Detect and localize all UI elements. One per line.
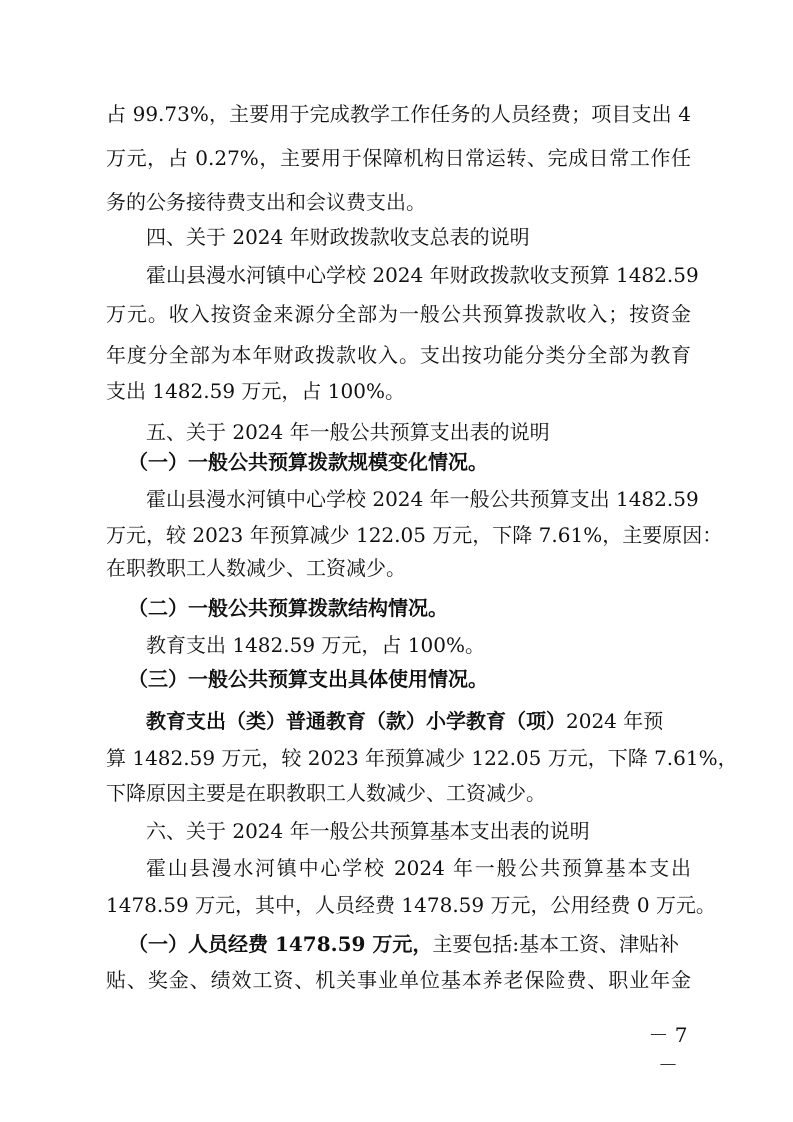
section-heading: 四、关于 2024 年财政拨款收支总表的说明 (146, 225, 530, 249)
body-line: 在职教职工人数减少、工资减少。 (106, 556, 406, 580)
subsection-heading: （一）一般公共预算拨款规模变化情况。 (128, 450, 488, 474)
page-number: － 7 － (648, 1023, 688, 1077)
body-line: 霍山县漫水河镇中心学校 2024 年一般公共预算支出 1482.59 (146, 487, 699, 511)
body-line: 支出 1482.59 万元，占 100%。 (106, 379, 405, 403)
body-text: 2024 年预 (566, 709, 664, 733)
body-line-group (146, 704, 691, 738)
body-line-group (128, 927, 691, 961)
body-line: 务的公务接待费支出和会议费支出。 (106, 190, 426, 214)
body-line: 算 1482.59 万元，较 2023 年预算减少 122.05 万元，下降 7.61%， (106, 746, 738, 770)
body-line: 霍山县漫水河镇中心学校 2024 年一般公共预算基本支出 (146, 856, 691, 880)
bold-lead-text: 教育支出（类）普通教育（款）小学教育（项） (146, 709, 566, 733)
body-line: 占 99.73%，主要用于完成教学工作任务的人员经费；项目支出 4 (106, 102, 691, 126)
body-line: 万元。收入按资金来源分全部为一般公共预算拨款收入；按资金 (106, 302, 691, 326)
body-line: 下降原因主要是在职教职工人数减少、工资减少。 (106, 781, 546, 805)
body-line: 贴、奖金、绩效工资、机关事业单位基本养老保险费、职业年金 (106, 968, 691, 992)
subsection-heading: （三）一般公共预算支出具体使用情况。 (128, 667, 488, 691)
body-line: 教育支出 1482.59 万元，占 100%。 (146, 633, 485, 657)
body-line: 霍山县漫水河镇中心学校 2024 年财政拨款收支预算 1482.59 (146, 263, 699, 287)
body-line: 1478.59 万元，其中，人员经费 1478.59 万元，公用经费 0 万元。 (106, 893, 716, 917)
body-line: 万元，较 2023 年预算减少 122.05 万元，下降 7.61%，主要原因： (106, 523, 723, 547)
section-heading: 六、关于 2024 年一般公共预算基本支出表的说明 (146, 819, 590, 843)
section-heading: 五、关于 2024 年一般公共预算支出表的说明 (146, 420, 550, 444)
body-text: 主要包括:基本工资、津贴补 (432, 932, 680, 956)
bold-lead-text: （一）人员经费 1478.59 万元， (128, 932, 433, 956)
body-line: 年度分全部为本年财政拨款收入。支出按功能分类分全部为教育 (106, 343, 691, 367)
subsection-heading: （二）一般公共预算拨款结构情况。 (128, 596, 448, 620)
body-line: 万元，占 0.27%，主要用于保障机构日常运转、完成日常工作任 (106, 146, 691, 170)
